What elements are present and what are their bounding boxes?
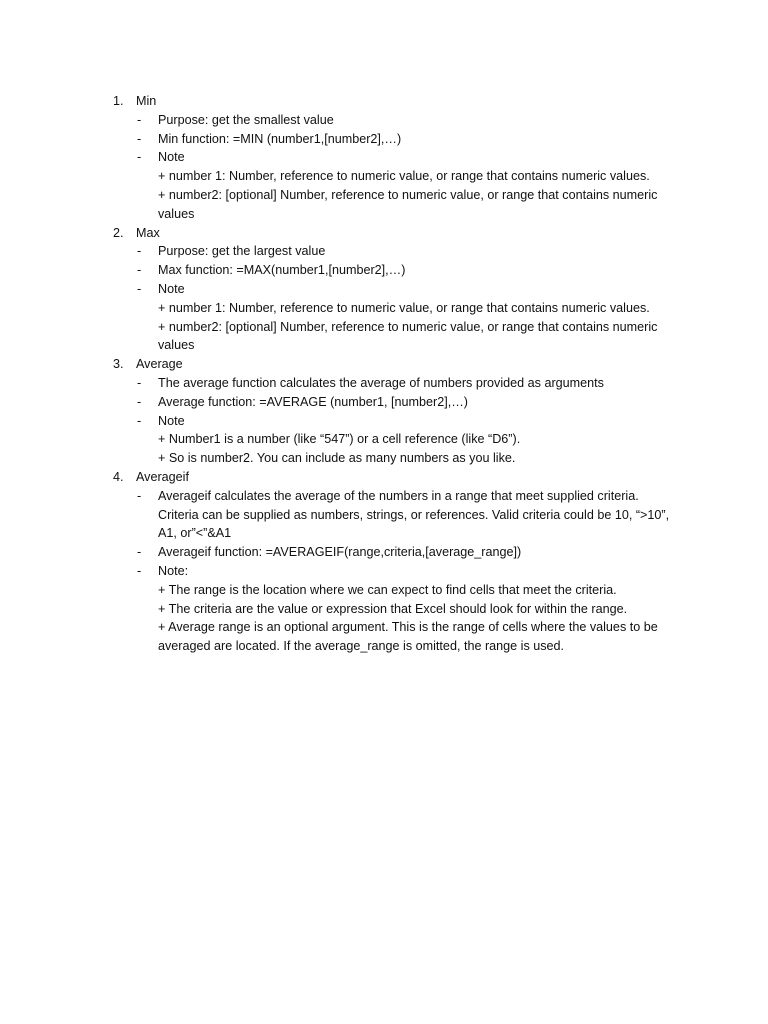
list-item-continuation (0, 299, 768, 318)
continuation-text: averaged are located. If the average_range is omitted, the range is used. (158, 639, 565, 654)
list-item-text: Min function: =MIN (number1,[number2],…) (158, 131, 402, 146)
continuation-text: + number 1: Number, reference to numeric value, or range that contains numeric values. (158, 300, 650, 315)
list-item (0, 261, 768, 280)
continuation-text: values (158, 206, 195, 221)
list-item-text: Note (158, 150, 185, 165)
list-item-text: Averageif calculates the average of the numbers in a range that meet supplied criteria. (158, 488, 639, 503)
list-item-text: Note: (158, 563, 189, 578)
list-item (0, 487, 768, 506)
list-item-continuation (0, 186, 768, 205)
bullet-dash: - (137, 375, 142, 390)
list-item (0, 562, 768, 581)
list-section (0, 224, 768, 356)
document-body (0, 92, 768, 656)
list-item (0, 280, 768, 299)
continuation-text: + Average range is an optional argument. This is the range of cells where the values to be (158, 620, 658, 635)
list-item-text: Average function: =AVERAGE (number1, [number2],…) (158, 394, 468, 409)
list-item (0, 543, 768, 562)
bullet-dash: - (137, 563, 142, 578)
list-item-continuation (0, 618, 768, 637)
continuation-text: + number 1: Number, reference to numeric value, or range that contains numeric values. (158, 169, 650, 184)
section-number: 4. (113, 469, 124, 484)
list-item-text: Max function: =MAX(number1,[number2],…) (158, 263, 406, 278)
list-item-continuation (0, 581, 768, 600)
list-item-continuation (0, 430, 768, 449)
list-section (0, 468, 768, 656)
continuation-text: + The criteria are the value or expression that Excel should look for within the range. (158, 601, 628, 616)
bullet-dash: - (137, 112, 142, 127)
continuation-text: + number2: [optional] Number, reference to numeric value, or range that contains numeric (158, 187, 658, 202)
list-item-text: Note (158, 413, 185, 428)
list-item-text: Note (158, 281, 185, 296)
list-item-text: Averageif function: =AVERAGEIF(range,criteria,[average_range]) (158, 545, 522, 560)
list-item (0, 130, 768, 149)
list-item-text: The average function calculates the average of numbers provided as arguments (158, 375, 604, 390)
list-item (0, 412, 768, 431)
section-title: Average (136, 357, 183, 372)
bullet-dash: - (137, 263, 142, 278)
list-item-continuation (0, 205, 768, 224)
list-item-continuation (0, 336, 768, 355)
section-number: 2. (113, 225, 124, 240)
list-item (0, 242, 768, 261)
bullet-dash: - (137, 545, 142, 560)
bullet-dash: - (137, 244, 142, 259)
continuation-text: + So is number2. You can include as many numbers as you like. (158, 451, 516, 466)
section-heading (0, 224, 768, 243)
list-item-continuation (0, 506, 768, 525)
section-number: 1. (113, 94, 124, 108)
bullet-dash: - (137, 150, 142, 165)
continuation-text: values (158, 338, 195, 353)
continuation-text: Criteria can be supplied as numbers, strings, or references. Valid criteria could be 10, “>10”, (158, 507, 670, 522)
bullet-dash: - (137, 394, 142, 409)
list-item-continuation (0, 449, 768, 468)
section-title: Min (136, 94, 157, 108)
list-item (0, 111, 768, 130)
section-title: Averageif (136, 469, 189, 484)
bullet-dash: - (137, 131, 142, 146)
continuation-text: + Number1 is a number (like “547”) or a cell reference (like “D6”). (158, 432, 521, 447)
section-heading (0, 468, 768, 487)
continuation-text: + number2: [optional] Number, reference to numeric value, or range that contains numeric (158, 319, 658, 334)
list-item (0, 393, 768, 412)
list-item-text: Purpose: get the largest value (158, 244, 326, 259)
list-item-continuation (0, 637, 768, 656)
list-item (0, 374, 768, 393)
list-item-text: Purpose: get the smallest value (158, 112, 334, 127)
list-section (0, 355, 768, 468)
continuation-text: + The range is the location where we can expect to find cells that meet the criteria. (158, 582, 617, 597)
section-heading (0, 92, 768, 111)
list-item-continuation (0, 600, 768, 619)
continuation-text: A1, or”<”&A1 (158, 526, 232, 541)
list-section (0, 92, 768, 224)
bullet-dash: - (137, 413, 142, 428)
list-item (0, 148, 768, 167)
bullet-dash: - (137, 281, 142, 296)
bullet-dash: - (137, 488, 142, 503)
section-title: Max (136, 225, 160, 240)
list-item-continuation (0, 524, 768, 543)
list-item-continuation (0, 318, 768, 337)
section-number: 3. (113, 357, 124, 372)
section-heading (0, 355, 768, 374)
list-item-continuation (0, 167, 768, 186)
